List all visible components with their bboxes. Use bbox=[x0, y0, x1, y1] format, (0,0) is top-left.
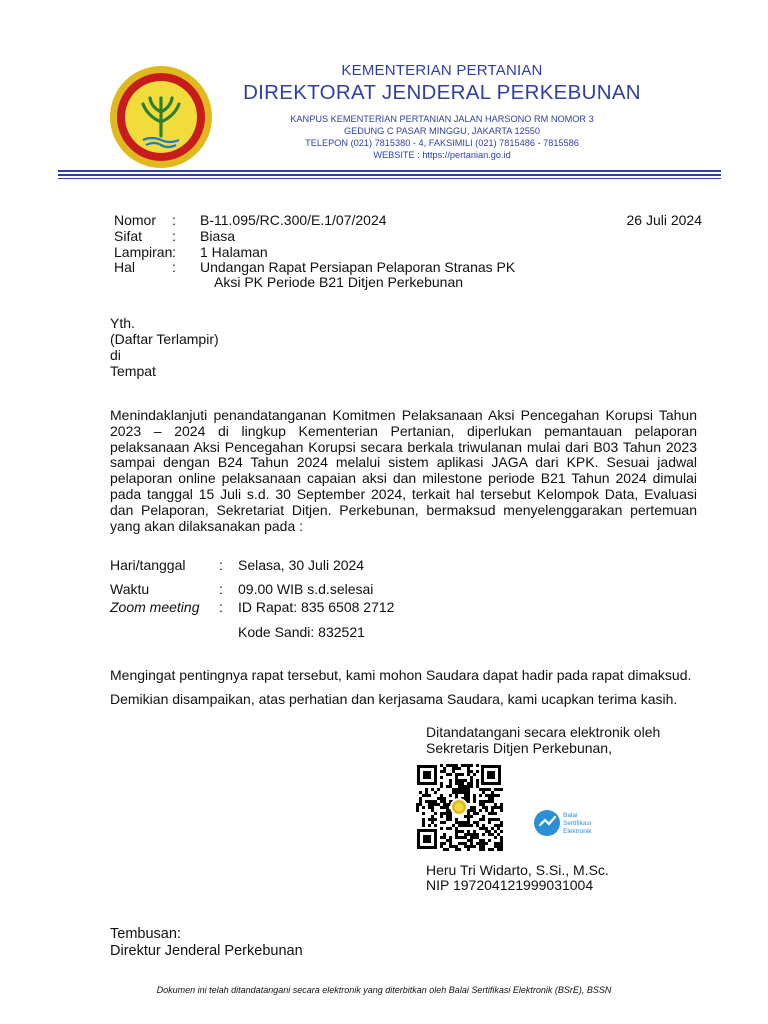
body-paragraph-3: Demikian disampaikan, atas perhatian dan kerjasama Saudara, kami ucapkan terima kasih. bbox=[110, 691, 678, 707]
ministry-name: KEMENTERIAN PERTANIAN bbox=[341, 62, 543, 79]
signatory-nip: NIP 197204121999031004 bbox=[426, 877, 594, 893]
qr-code-icon bbox=[415, 763, 503, 851]
letter-subject-line-2: Aksi PK Periode B21 Ditjen Perkebunan bbox=[214, 274, 464, 290]
directorate-name: DIREKTORAT JENDERAL PERKEBUNAN bbox=[243, 81, 641, 104]
bsre-logo bbox=[532, 808, 612, 838]
time-label: Waktu bbox=[110, 581, 150, 597]
detail-colon: : bbox=[219, 599, 223, 615]
bsre-text-1: Balai bbox=[563, 812, 578, 819]
meta-key: Lampiran bbox=[114, 244, 173, 260]
letter-number: B-11.095/RC.300/E.1/07/2024 bbox=[200, 212, 387, 228]
zoom-meeting-id: ID Rapat: 835 6508 2712 bbox=[238, 599, 395, 615]
address-line-1: KANPUS KEMENTERIAN PERTANIAN JALAN HARSONO RM NOMOR 3 bbox=[290, 114, 594, 124]
recipient-salutation: Yth. bbox=[110, 315, 135, 331]
meta-colon: : bbox=[172, 244, 176, 260]
meta-key: Nomor bbox=[114, 212, 157, 228]
recipient-name: (Daftar Terlampir) bbox=[110, 331, 219, 347]
meta-colon: : bbox=[172, 228, 176, 244]
meta-key: Hal bbox=[114, 259, 136, 275]
signature-line-2: Sekretaris Ditjen Perkebunan, bbox=[426, 740, 612, 756]
footer-note: Dokumen ini telah ditandatangani secara elektronik yang diterbitkan oleh Balai Sertifikasi Elektronik (BSrE), BSSN bbox=[156, 985, 612, 995]
website-line: WEBSITE : https://pertanian.go.id bbox=[373, 150, 511, 160]
signatory-name: Heru Tri Widarto, S.Si., M.Sc. bbox=[426, 862, 609, 878]
letter-subject: Undangan Rapat Persiapan Pelaporan Stranas PK bbox=[200, 259, 516, 275]
body-paragraph-1: Menindaklanjuti penandatanganan Komitmen Pelaksanaan Aksi Pencegahan Korupsi Tahun 2023 – 2024 di lingkup Kementerian Pertanian, diperlukan pemantauan pelaporan pelaksanaan Aksi Pencegahan Korupsi secara berkala triwulanan mulai dari B03 Tahun 2023 sampai dengan B24 Tahun 2024 melalui sistem aplikasi JAGA dari KPK. Sesuai jadwal pelaporan online pelaksanaan capaian aksi dan milestone periode B21 Tahun 2024 dimulai pada tanggal 15 Juli s.d. 30 September 2024, terkait hal tersebut Kelompok Data, Evaluasi dan Pelaporan, Sekretariat Ditjen. Perkebunan, bermaksud menyelenggarakan pertemuan yang akan dilaksanakan pada : bbox=[110, 407, 697, 534]
detail-colon: : bbox=[219, 581, 223, 597]
meta-colon: : bbox=[172, 212, 176, 228]
time-value: 09.00 WIB s.d.selesai bbox=[238, 581, 374, 597]
day-value: Selasa, 30 Juli 2024 bbox=[238, 557, 365, 573]
phone-line: TELEPON (021) 7815380 - 4, FAKSIMILI (021) 7815486 - 7815586 bbox=[305, 138, 579, 148]
day-label: Hari/tanggal bbox=[110, 557, 186, 573]
address-line-2: GEDUNG C PASAR MINGGU, JAKARTA 12550 bbox=[343, 126, 541, 136]
recipient-di: di bbox=[110, 347, 121, 363]
header-divider bbox=[58, 170, 721, 172]
zoom-passcode: Kode Sandi: 832521 bbox=[238, 624, 365, 640]
header-divider bbox=[58, 178, 721, 179]
signature-line-1: Ditandatangani secara elektronik oleh bbox=[426, 724, 661, 740]
cc-label: Tembusan: bbox=[110, 926, 181, 942]
letter-attachment: 1 Halaman bbox=[200, 244, 268, 260]
meta-key: Sifat bbox=[114, 228, 143, 244]
letter-date: 26 Juli 2024 bbox=[626, 212, 702, 228]
bsre-text-3: Elektronik bbox=[563, 828, 592, 835]
body-paragraph-2: Mengingat pentingnya rapat tersebut, kami mohon Saudara dapat hadir pada rapat dimaksud. bbox=[110, 667, 692, 683]
cc-item: Direktur Jenderal Perkebunan bbox=[110, 943, 303, 959]
bsre-text-2: Sertifikasi bbox=[563, 820, 592, 827]
zoom-label: Zoom meeting bbox=[110, 599, 200, 615]
detail-colon: : bbox=[219, 557, 223, 573]
letter-nature: Biasa bbox=[200, 228, 236, 244]
meta-colon: : bbox=[172, 259, 176, 275]
header-divider bbox=[58, 174, 721, 176]
recipient-place: Tempat bbox=[110, 363, 156, 379]
